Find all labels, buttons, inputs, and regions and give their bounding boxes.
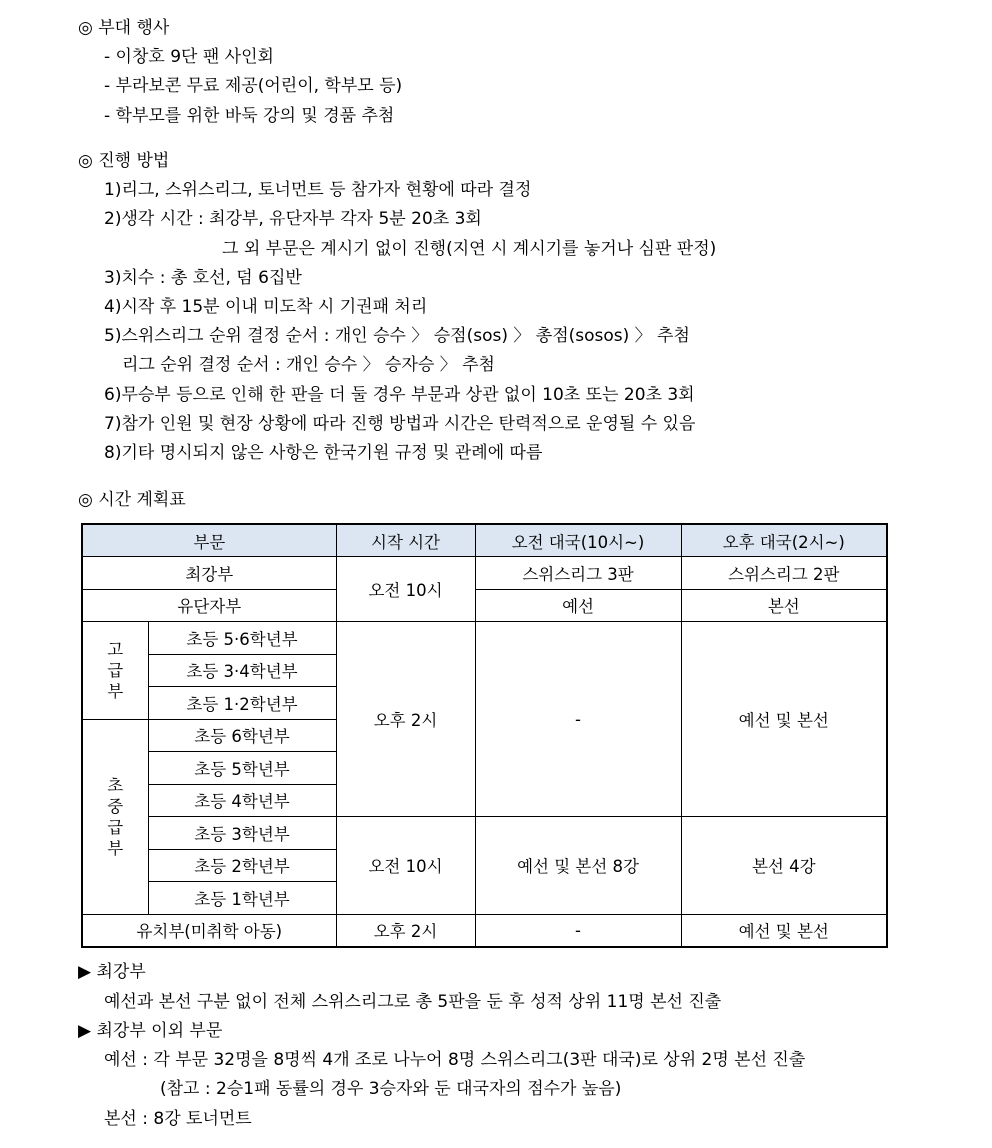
start-time-cell: 오후 2시 [336, 622, 475, 817]
division-cell: 초등 1·2학년부 [148, 687, 336, 720]
division-cell: 초등 2학년부 [148, 849, 336, 882]
division-cell: 초등 3학년부 [148, 817, 336, 850]
note-top-heading: ▶ 최강부 [78, 962, 146, 982]
table-header-row [82, 524, 887, 557]
note-other-prelim: 예선 : 각 부문 32명을 8명씩 4개 조로 나누어 8명 스위스리그(3판 대국)로 상위 2명 본선 진출 [104, 1050, 806, 1070]
start-time-cell: 오후 2시 [336, 914, 475, 947]
method-item: 4)시작 후 15분 이내 미도착 시 기권패 처리 [104, 297, 428, 317]
events-item: - 이창호 9단 팬 사인회 [104, 47, 274, 67]
division-cell: 초등 3·4학년부 [148, 654, 336, 687]
method-item: 5)스위스리그 순위 결정 순서 : 개인 승수 〉 승점(sos) 〉 총점(sosos) 〉 추첨 [104, 326, 690, 346]
method-heading: ◎ 진행 방법 [78, 151, 170, 171]
pm-cell: 본선 4강 [681, 817, 887, 915]
method-item: 7)참가 인원 및 현장 상황에 따라 진행 방법과 시간은 탄력적으로 운영될 수 있음 [104, 414, 696, 434]
pm-cell: 스위스리그 2판 [681, 557, 887, 590]
am-cell: 예선 및 본선 8강 [475, 817, 681, 915]
note-top-text: 예선과 본선 구분 없이 전체 스위스리그로 총 5판을 둔 후 성적 상위 11명 본선 진출 [104, 992, 722, 1012]
method-item: 8)기타 명시되지 않은 사항은 한국기원 규정 및 관례에 따름 [104, 443, 543, 463]
am-cell: 스위스리그 3판 [475, 557, 681, 590]
group-char: 중 [107, 796, 124, 816]
events-item: - 학부모를 위한 바둑 강의 및 경품 추첨 [104, 106, 395, 126]
table-row [82, 914, 887, 947]
group-high-cell [82, 622, 148, 720]
division-cell: 최강부 [82, 557, 336, 590]
col-header: 시작 시간 [336, 524, 475, 557]
division-cell: 초등 1학년부 [148, 882, 336, 915]
note-other-ref: (참고 : 2승1패 동률의 경우 3승자와 둔 대국자의 점수가 높음) [160, 1079, 622, 1099]
method-item: 3)치수 : 총 호선, 덤 6집반 [104, 268, 302, 288]
group-mid-cell [82, 719, 148, 914]
division-cell: 초등 6학년부 [148, 719, 336, 752]
table-row [82, 589, 887, 622]
division-cell: 초등 5학년부 [148, 752, 336, 785]
schedule-table [81, 523, 888, 948]
method-item-continued: 리그 순위 결정 순서 : 개인 승수 〉 승자승 〉 추첨 [122, 355, 495, 375]
division-cell: 초등 5·6학년부 [148, 622, 336, 655]
schedule-heading: ◎ 시간 계획표 [78, 490, 186, 510]
group-char: 부 [107, 838, 124, 858]
group-char: 초 [107, 775, 124, 795]
group-char: 급 [107, 817, 124, 837]
note-other-final: 본선 : 8강 토너먼트 [104, 1109, 252, 1129]
division-cell: 유치부(미취학 아동) [82, 914, 336, 947]
method-item-continued: 그 외 부문은 계시기 없이 진행(지연 시 계시기를 놓거나 심판 판정) [222, 239, 717, 259]
group-char: 부 [107, 681, 124, 701]
col-header: 부문 [82, 524, 336, 557]
col-header: 오전 대국(10시~) [475, 524, 681, 557]
division-cell: 초등 4학년부 [148, 784, 336, 817]
method-item: 6)무승부 등으로 인해 한 판을 더 둘 경우 부문과 상관 없이 10초 또는 20초 3회 [104, 385, 695, 405]
division-cell: 유단자부 [82, 589, 336, 622]
method-item: 2)생각 시간 : 최강부, 유단자부 각자 5분 20초 3회 [104, 209, 482, 229]
group-char: 고 [107, 639, 124, 659]
am-cell: - [475, 914, 681, 947]
pm-cell: 본선 [681, 589, 887, 622]
table-row [82, 622, 887, 655]
table-row [82, 557, 887, 590]
table-row [82, 817, 887, 850]
pm-cell: 예선 및 본선 [681, 622, 887, 817]
method-item: 1)리그, 스위스리그, 토너먼트 등 참가자 현황에 따라 결정 [104, 180, 532, 200]
am-cell: - [475, 622, 681, 817]
group-char: 급 [107, 660, 124, 680]
pm-cell: 예선 및 본선 [681, 914, 887, 947]
col-header: 오후 대국(2시~) [681, 524, 887, 557]
start-time-cell: 오전 10시 [336, 817, 475, 915]
events-heading: ◎ 부대 행사 [78, 18, 170, 38]
am-cell: 예선 [475, 589, 681, 622]
note-other-heading: ▶ 최강부 이외 부문 [78, 1021, 223, 1041]
start-time-cell: 오전 10시 [336, 557, 475, 622]
events-item: - 부라보콘 무료 제공(어린이, 학부모 등) [104, 76, 403, 96]
